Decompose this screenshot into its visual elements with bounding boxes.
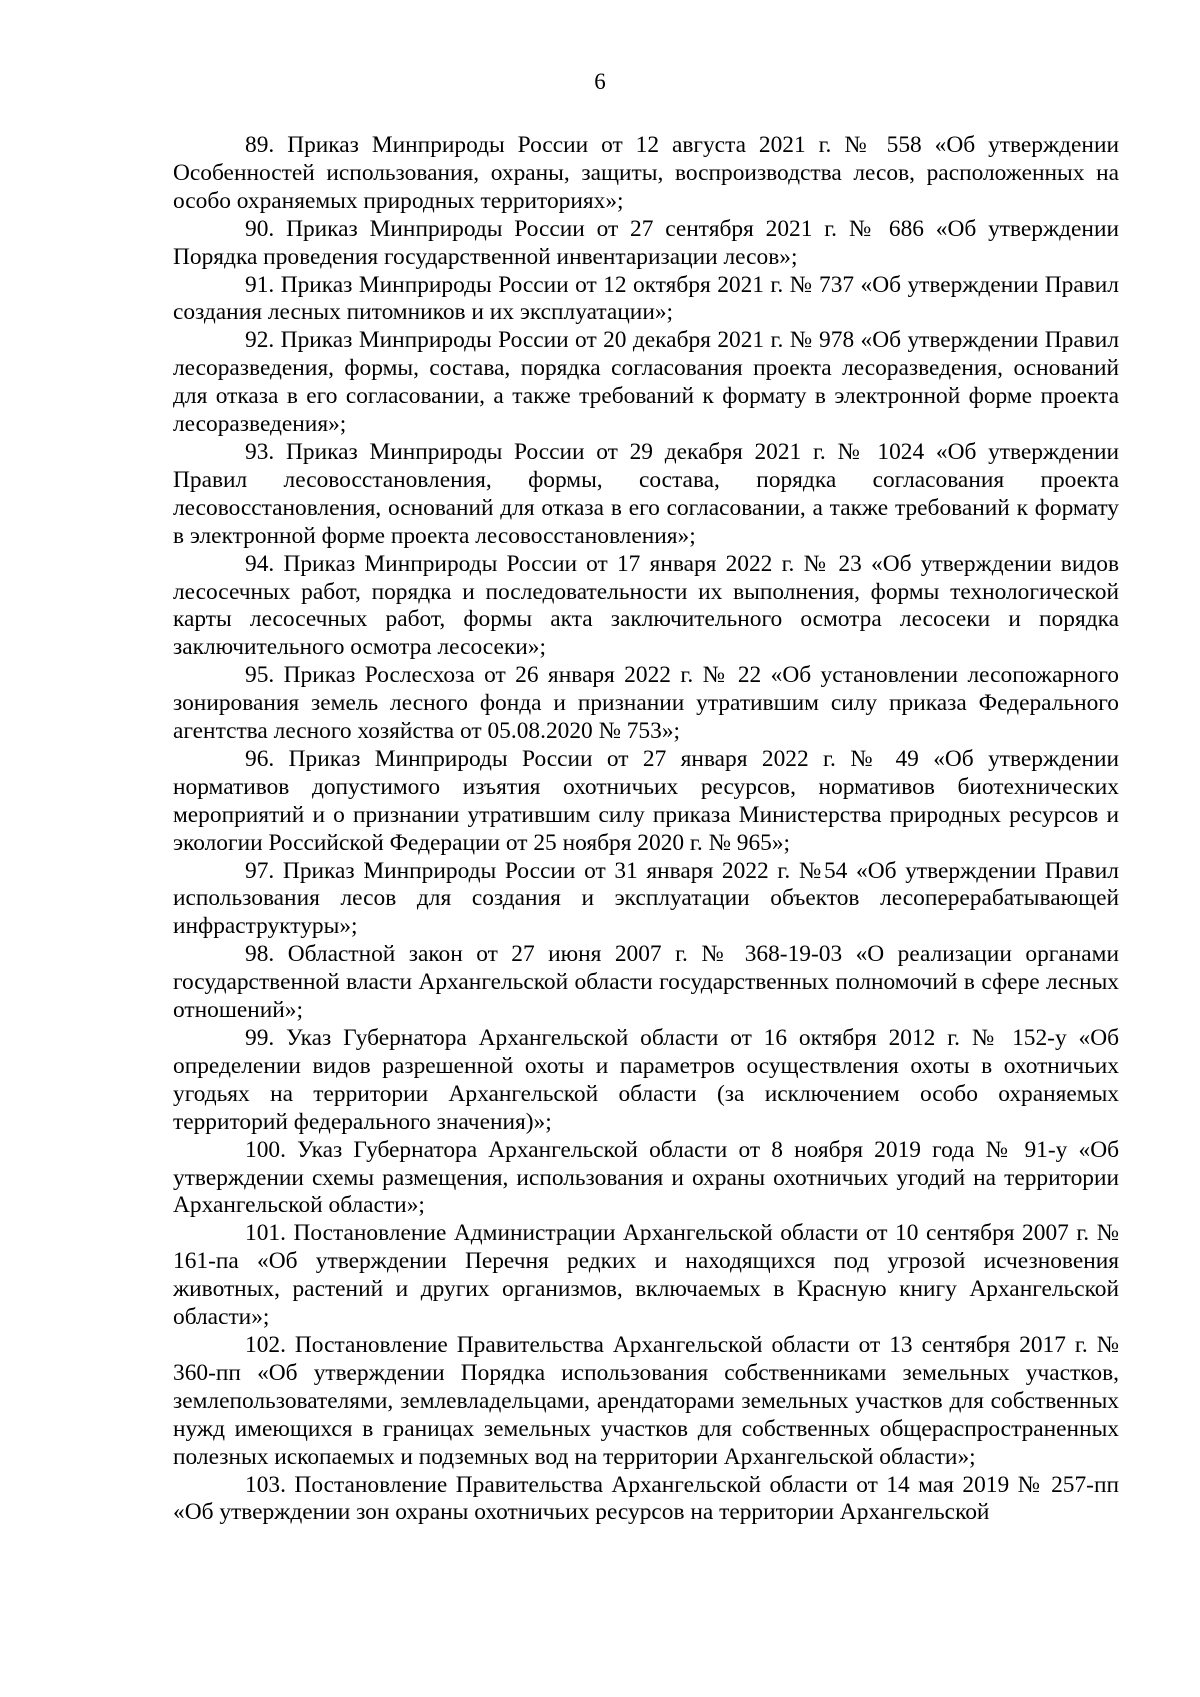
item-text: Приказ Минприроды России от 12 октября 2021 г. № 737 «Об утверждении Правил создания лесных питомников и их эксплуатации»;: [173, 271, 1119, 326]
list-item-97: [173, 858, 1119, 942]
list-item-95: [173, 662, 1119, 746]
item-number: 99.: [245, 1025, 275, 1051]
list-item-103: [173, 1472, 1119, 1528]
item-text: Указ Губернатора Архангельской области от 8 ноября 2019 года № 91-у «Об утверждении схемы размещения, использования и охраны охотничьих угодий на территории Архангельской области»;: [173, 1136, 1119, 1219]
item-text: Приказ Минприроды России от 29 декабря 2021 г. № 1024 «Об утверждении Правил лесовосстановления, формы, состава, порядка согласования проекта лесовосстановления, оснований для отказа в его согласовании, а также требований к формату в электронной форме проекта лесовосстановления»;: [173, 438, 1119, 549]
list-item-90: [173, 216, 1119, 272]
item-number: 92.: [245, 327, 275, 354]
item-text: Областной закон от 27 июня 2007 г. № 368-19-03 «О реализации органами государственной власти Архангельской области государственных полномочий в сфере лесных отношений»;: [173, 941, 1119, 1024]
item-text: Приказ Минприроды России от 27 января 2022 г. № 49 «Об утверждении нормативов допустимого изъятия охотничьих ресурсов, нормативов биотехнических мероприятий и о признании утратившим силу приказа Министерства природных ресурсов и экологии Российской Федерации от 25 ноября 2020 г. № 965»;: [173, 745, 1119, 856]
item-number: 102.: [245, 1331, 286, 1358]
item-text: Постановление Правительства Архангельской области от 13 сентября 2017 г. № 360-пп «Об утверждении Порядка использования собственниками земельных участков, землепользователями, землевладельцами, арендаторами земельных участков для собственных нужд имеющихся в границах земельных участков для собственных общераспространенных полезных ископаемых и подземных вод на территории Архангельской области»;: [173, 1331, 1119, 1470]
item-text: Приказ Минприроды России от 12 августа 2021 г. № 558 «Об утверждении Особенностей использования, охраны, защиты, воспроизводства лесов, расположенных на особо охраняемых природных территориях»;: [173, 132, 1119, 214]
item-number: 94.: [245, 550, 275, 577]
item-number: 96.: [245, 745, 275, 772]
list-item-101: [173, 1220, 1119, 1332]
page-number: 6: [594, 69, 606, 94]
item-number: 90.: [245, 215, 275, 242]
item-text: Постановление Администрации Архангельской области от 10 сентября 2007 г. № 161-па «Об утверждении Перечня редких и находящихся под угрозой исчезновения животных, растений и других организмов, включаемых в Красную книгу Архангельской области»;: [173, 1220, 1119, 1331]
list-item-89: [173, 132, 1119, 216]
item-number: 103.: [245, 1471, 286, 1498]
item-text: Приказ Рослесхоза от 26 января 2022 г. № 22 «Об установлении лесопожарного зонирования земель лесного фонда и признании утратившим силу приказа Федерального агентства лесного хозяйства от 05.08.2020 № 753»;: [173, 662, 1119, 745]
list-item-96: [173, 746, 1119, 858]
item-text: Постановление Правительства Архангельской области от 14 мая 2019 № 257-пп «Об утверждении зон охраны охотничьих ресурсов на территории Архангельской: [173, 1471, 1119, 1526]
document-body: [173, 132, 1119, 1527]
item-number: 97.: [245, 857, 275, 884]
item-number: 89.: [245, 132, 275, 158]
item-text: Приказ Минприроды России от 27 сентября 2021 г. № 686 «Об утверждении Порядка проведения государственной инвентаризации лесов»;: [173, 215, 1119, 270]
list-item-94: [173, 551, 1119, 663]
list-item-92: [173, 327, 1119, 439]
list-item-93: [173, 439, 1119, 551]
list-item-102: [173, 1332, 1119, 1472]
item-number: 100.: [245, 1136, 286, 1163]
list-item-98: [173, 941, 1119, 1025]
item-number: 93.: [245, 438, 275, 465]
item-number: 95.: [245, 662, 275, 689]
list-item-99: [173, 1025, 1119, 1137]
item-text: Указ Губернатора Архангельской области от 16 октября 2012 г. № 152-у «Об определении видов разрешенной охоты и параметров осуществления охоты в охотничьих угодьях на территории Архангельской области (за исключением особо охраняемых территорий федерального значения)»;: [173, 1025, 1119, 1135]
item-number: 101.: [245, 1220, 286, 1247]
list-item-100: [173, 1137, 1119, 1221]
item-text: Приказ Минприроды России от 20 декабря 2021 г. № 978 «Об утверждении Правил лесоразведения, формы, состава, порядка согласования проекта лесоразведения, оснований для отказа в его согласовании, а также требований к формату в электронной форме проекта лесоразведения»;: [173, 327, 1119, 438]
item-number: 98.: [245, 941, 275, 968]
item-text: Приказ Минприроды России от 17 января 2022 г. № 23 «Об утверждении видов лесосечных работ, порядка и последовательности их выполнения, формы технологической карты лесосечных работ, формы акта заключительного осмотра лесосеки и порядка заключительного осмотра лесосеки»;: [173, 550, 1119, 661]
item-number: 91.: [245, 271, 275, 298]
item-text: Приказ Минприроды России от 31 января 2022 г. №54 «Об утверждении Правил использования лесов для создания и эксплуатации объектов лесоперерабатывающей инфраструктуры»;: [173, 857, 1119, 940]
list-item-91: [173, 272, 1119, 328]
